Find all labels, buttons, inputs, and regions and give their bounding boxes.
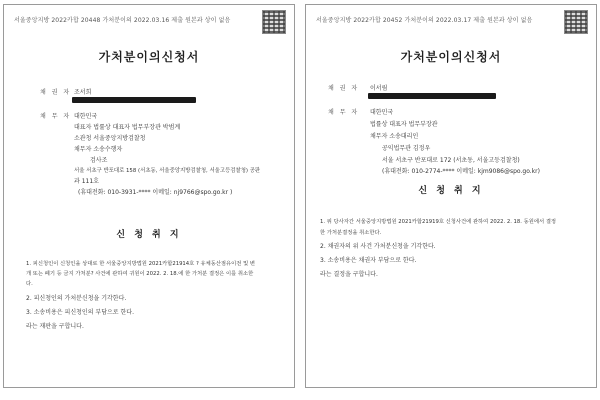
debtor-address: 서울 서초구 반포대로 172 (서초동, 서울고등검찰청) [382,157,520,164]
debtor-line: 채무자 소송수행자 [74,146,123,153]
request-item: 2. 피신청인의 가처분신청을 기각한다. [26,295,127,302]
debtor-line: 소관청 서울중앙지방검찰청 [74,135,146,142]
creditor-label: 채 권 자 [40,89,72,96]
debtor-label: 채 무 자 [328,109,360,116]
document-page-left [3,4,295,388]
qr-code [564,10,588,34]
creditor-name: 조서희 [74,89,92,96]
section-title: 신 청 취 지 [116,230,182,240]
request-item: 한 가처분결정을 취소한다. [320,230,382,236]
creditor-name: 이서림 [370,85,388,92]
closing-line: 라는 결정을 구합니다. [320,271,378,278]
document-title: 가처분이의신청서 [400,50,502,64]
request-item: 3. 소송비용은 채권자 부담으로 한다. [320,257,417,264]
debtor-line: 채무자 소송대리인 [370,133,419,140]
redaction-bar [72,97,196,103]
section-title: 신 청 취 지 [418,186,484,196]
debtor-name: 대한민국 [74,113,98,120]
debtor-line: 검사조 [90,157,108,164]
creditor-label: 채 권 자 [328,85,360,92]
page-header-stamp: 서울중앙지방 2022카합 20452 가처분이의 2022.03.17 제출 원본과 상이 없음 [316,17,533,24]
request-item: 개 또는 폐기 등 금지 가처분? 사건에 관하여 귀원이 2022. 2. 18.에 한 가처분 결정은 이를 취소한 [26,271,254,277]
request-item: 다. [26,281,33,287]
debtor-contact: (휴대전화: 010-2774-**** 이메일: kjm9086@spo.go.kr) [382,168,540,175]
debtor-line: 공익법무관 김정우 [382,145,431,152]
request-item: 2. 채권자의 위 사건 가처분신청을 기각한다. [320,243,436,250]
request-item: 1. 위 당사자간 서울중앙지방법원 2021카합21919호 신청사건에 관하여 2022. 2. 18. 동원에서 결정 [320,219,557,225]
request-item: 3. 소송비용은 피신청인의 부담으로 한다. [26,309,134,316]
debtor-line: 법률상 대표자 법무부장관 [370,121,438,128]
debtor-address-cont: 과 111호 [74,178,99,185]
debtor-name: 대한민국 [370,109,394,116]
debtor-line: 대표자 법률상 대표자 법무부장관 박범계 [74,124,181,131]
debtor-label: 채 무 자 [40,113,72,120]
qr-code [262,10,286,34]
document-title: 가처분이의신청서 [98,50,200,64]
redaction-bar [368,93,496,99]
document-page-right [305,4,597,388]
request-item: 1. 피신청인이 신청인을 상대로 한 서울중앙지방법원 2021카합21914호 ? 유체동산점유이전 및 변 [26,261,256,267]
closing-line: 라는 재판을 구합니다. [26,323,84,330]
page-header-stamp: 서울중앙지방 2022카합 20448 가처분이의 2022.03.16 제출 원본과 상이 없음 [14,17,231,24]
debtor-contact: (휴대전화: 010-3931-**** 이메일: nj9766@spo.go.kr ) [78,189,233,196]
debtor-address: 서울 서초구 반포대로 158 (서초동, 서울중앙지방검찰청, 서울고등검찰청) 공판 [74,168,261,174]
